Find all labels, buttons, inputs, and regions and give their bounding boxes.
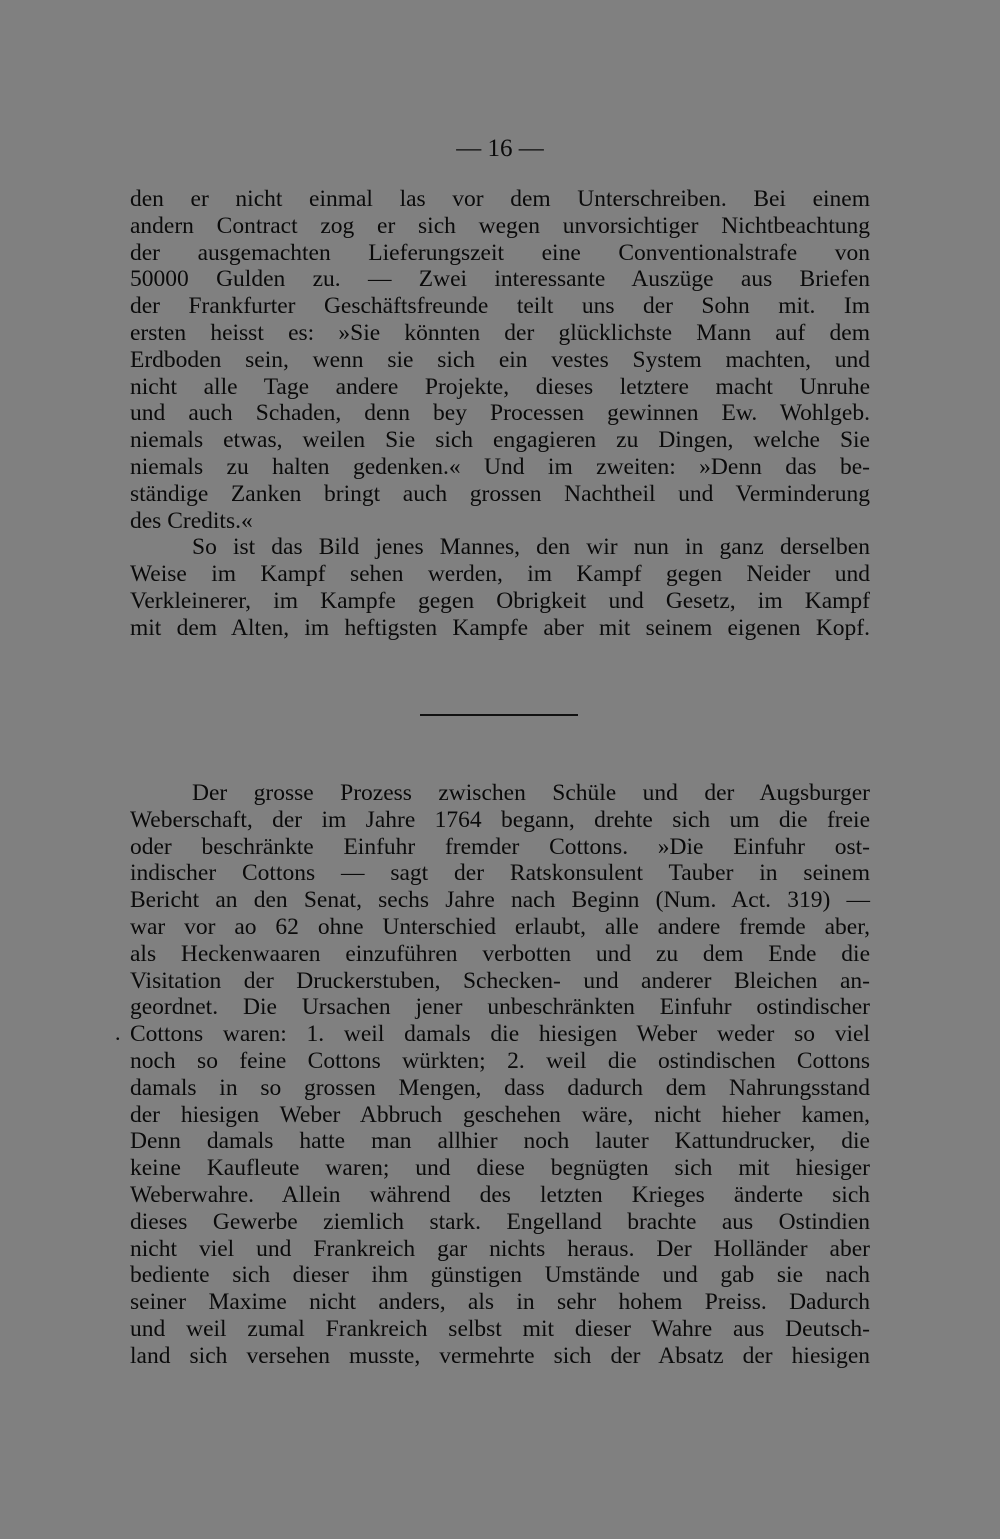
text-line: Weberschaft, der im Jahre 1764 begann, drehte sich um die freie: [130, 806, 870, 833]
page-number: — 16 —: [456, 135, 544, 162]
text-line: dieses Gewerbe ziemlich stark. Engelland brachte aus Ostindien: [130, 1208, 870, 1235]
text-line: des Credits.«: [130, 507, 253, 534]
text-line: niemals zu halten gedenken.« Und im zweiten: »Denn das be-: [130, 453, 870, 480]
upper-text-block: [130, 186, 870, 642]
text-line: mit dem Alten, im heftigsten Kampfe aber mit seinem eigenen Kopf.: [130, 614, 870, 641]
text-line: 50000 Gulden zu. — Zwei interessante Auszüge aus Briefen: [130, 266, 870, 293]
text-line: war vor ao 62 ohne Unterschied erlaubt, alle andere fremde aber,: [130, 913, 870, 940]
text-line: den er nicht einmal las vor dem Unterschreiben. Bei einem: [130, 186, 870, 212]
section-separator: [420, 714, 578, 716]
text-line: der ausgemachten Lieferungszeit eine Conventionalstrafe von: [130, 239, 870, 266]
text-line: Weise im Kampf sehen werden, im Kampf gegen Neider und: [130, 561, 870, 588]
text-line: Verkleinerer, im Kampfe gegen Obrigkeit und Gesetz, im Kampf: [130, 587, 870, 614]
text-line: der hiesigen Weber Abbruch geschehen wäre, nicht hieher kamen,: [130, 1101, 870, 1128]
text-line: Der grosse Prozess zwischen Schüle und der Augsburger: [192, 780, 870, 806]
text-line: oder beschränkte Einfuhr fremder Cottons. »Die Einfuhr ost-: [130, 833, 870, 860]
text-line: keine Kaufleute waren; und diese begnügten sich mit hiesiger: [130, 1155, 870, 1182]
text-line: bediente sich dieser ihm günstigen Umstände und gab sie nach: [130, 1262, 870, 1289]
text-line: damals in so grossen Mengen, dass dadurch dem Nahrungsstand: [130, 1074, 870, 1101]
text-line: der Frankfurter Geschäftsfreunde teilt uns der Sohn mit. Im: [130, 293, 870, 320]
text-line: Cottons waren: 1. weil damals die hiesigen Weber weder so viel: [130, 1021, 870, 1048]
text-line: Denn damals hatte man allhier noch lauter Kattundrucker, die: [130, 1128, 870, 1155]
lower-text-block: [130, 780, 870, 1370]
text-line: und auch Schaden, denn bey Processen gewinnen Ew. Wohlgeb.: [130, 400, 870, 427]
text-line: andern Contract zog er sich wegen unvorsichtiger Nichtbeachtung: [130, 212, 870, 239]
text-line: ersten heisst es: »Sie könnten der glücklichste Mann auf dem: [130, 319, 870, 346]
text-line: Weberwahre. Allein während des letzten Krieges änderte sich: [130, 1181, 870, 1208]
paragraph-2: [130, 534, 870, 641]
margin-mark: .: [115, 1020, 121, 1045]
text-line: nicht alle Tage andere Projekte, dieses letztere macht Unruhe: [130, 373, 870, 400]
text-line: ständige Zanken bringt auch grossen Nachtheil und Verminderung: [130, 480, 870, 507]
text-line: land sich versehen musste, vermehrte sich der Absatz der hiesigen: [130, 1342, 870, 1369]
text-line: Erdboden sein, wenn sie sich ein vestes System machten, und: [130, 346, 870, 373]
text-line: geordnet. Die Ursachen jener unbeschränkten Einfuhr ostindischer: [130, 994, 870, 1021]
text-line: So ist das Bild jenes Mannes, den wir nun in ganz derselben: [192, 534, 870, 561]
text-line: als Heckenwaaren einzuführen verbotten und zu dem Ende die: [130, 940, 870, 967]
paragraph-1: [130, 186, 870, 534]
text-line: nicht viel und Frankreich gar nichts heraus. Der Holländer aber: [130, 1235, 870, 1262]
text-line: indischer Cottons — sagt der Ratskonsulent Tauber in seinem: [130, 860, 870, 887]
text-line: Bericht an den Senat, sechs Jahre nach Beginn (Num. Act. 319) —: [130, 887, 870, 914]
text-line: seiner Maxime nicht anders, als in sehr hohem Preiss. Dadurch: [130, 1289, 870, 1316]
text-line: noch so feine Cottons würkten; 2. weil die ostindischen Cottons: [130, 1047, 870, 1074]
text-line: und weil zumal Frankreich selbst mit dieser Wahre aus Deutsch-: [130, 1315, 870, 1342]
text-line: niemals etwas, weilen Sie sich engagieren zu Dingen, welche Sie: [130, 427, 870, 454]
text-line: Visitation der Druckerstuben, Schecken- und anderer Bleichen an-: [130, 967, 870, 994]
paragraph-3: [130, 780, 870, 1370]
